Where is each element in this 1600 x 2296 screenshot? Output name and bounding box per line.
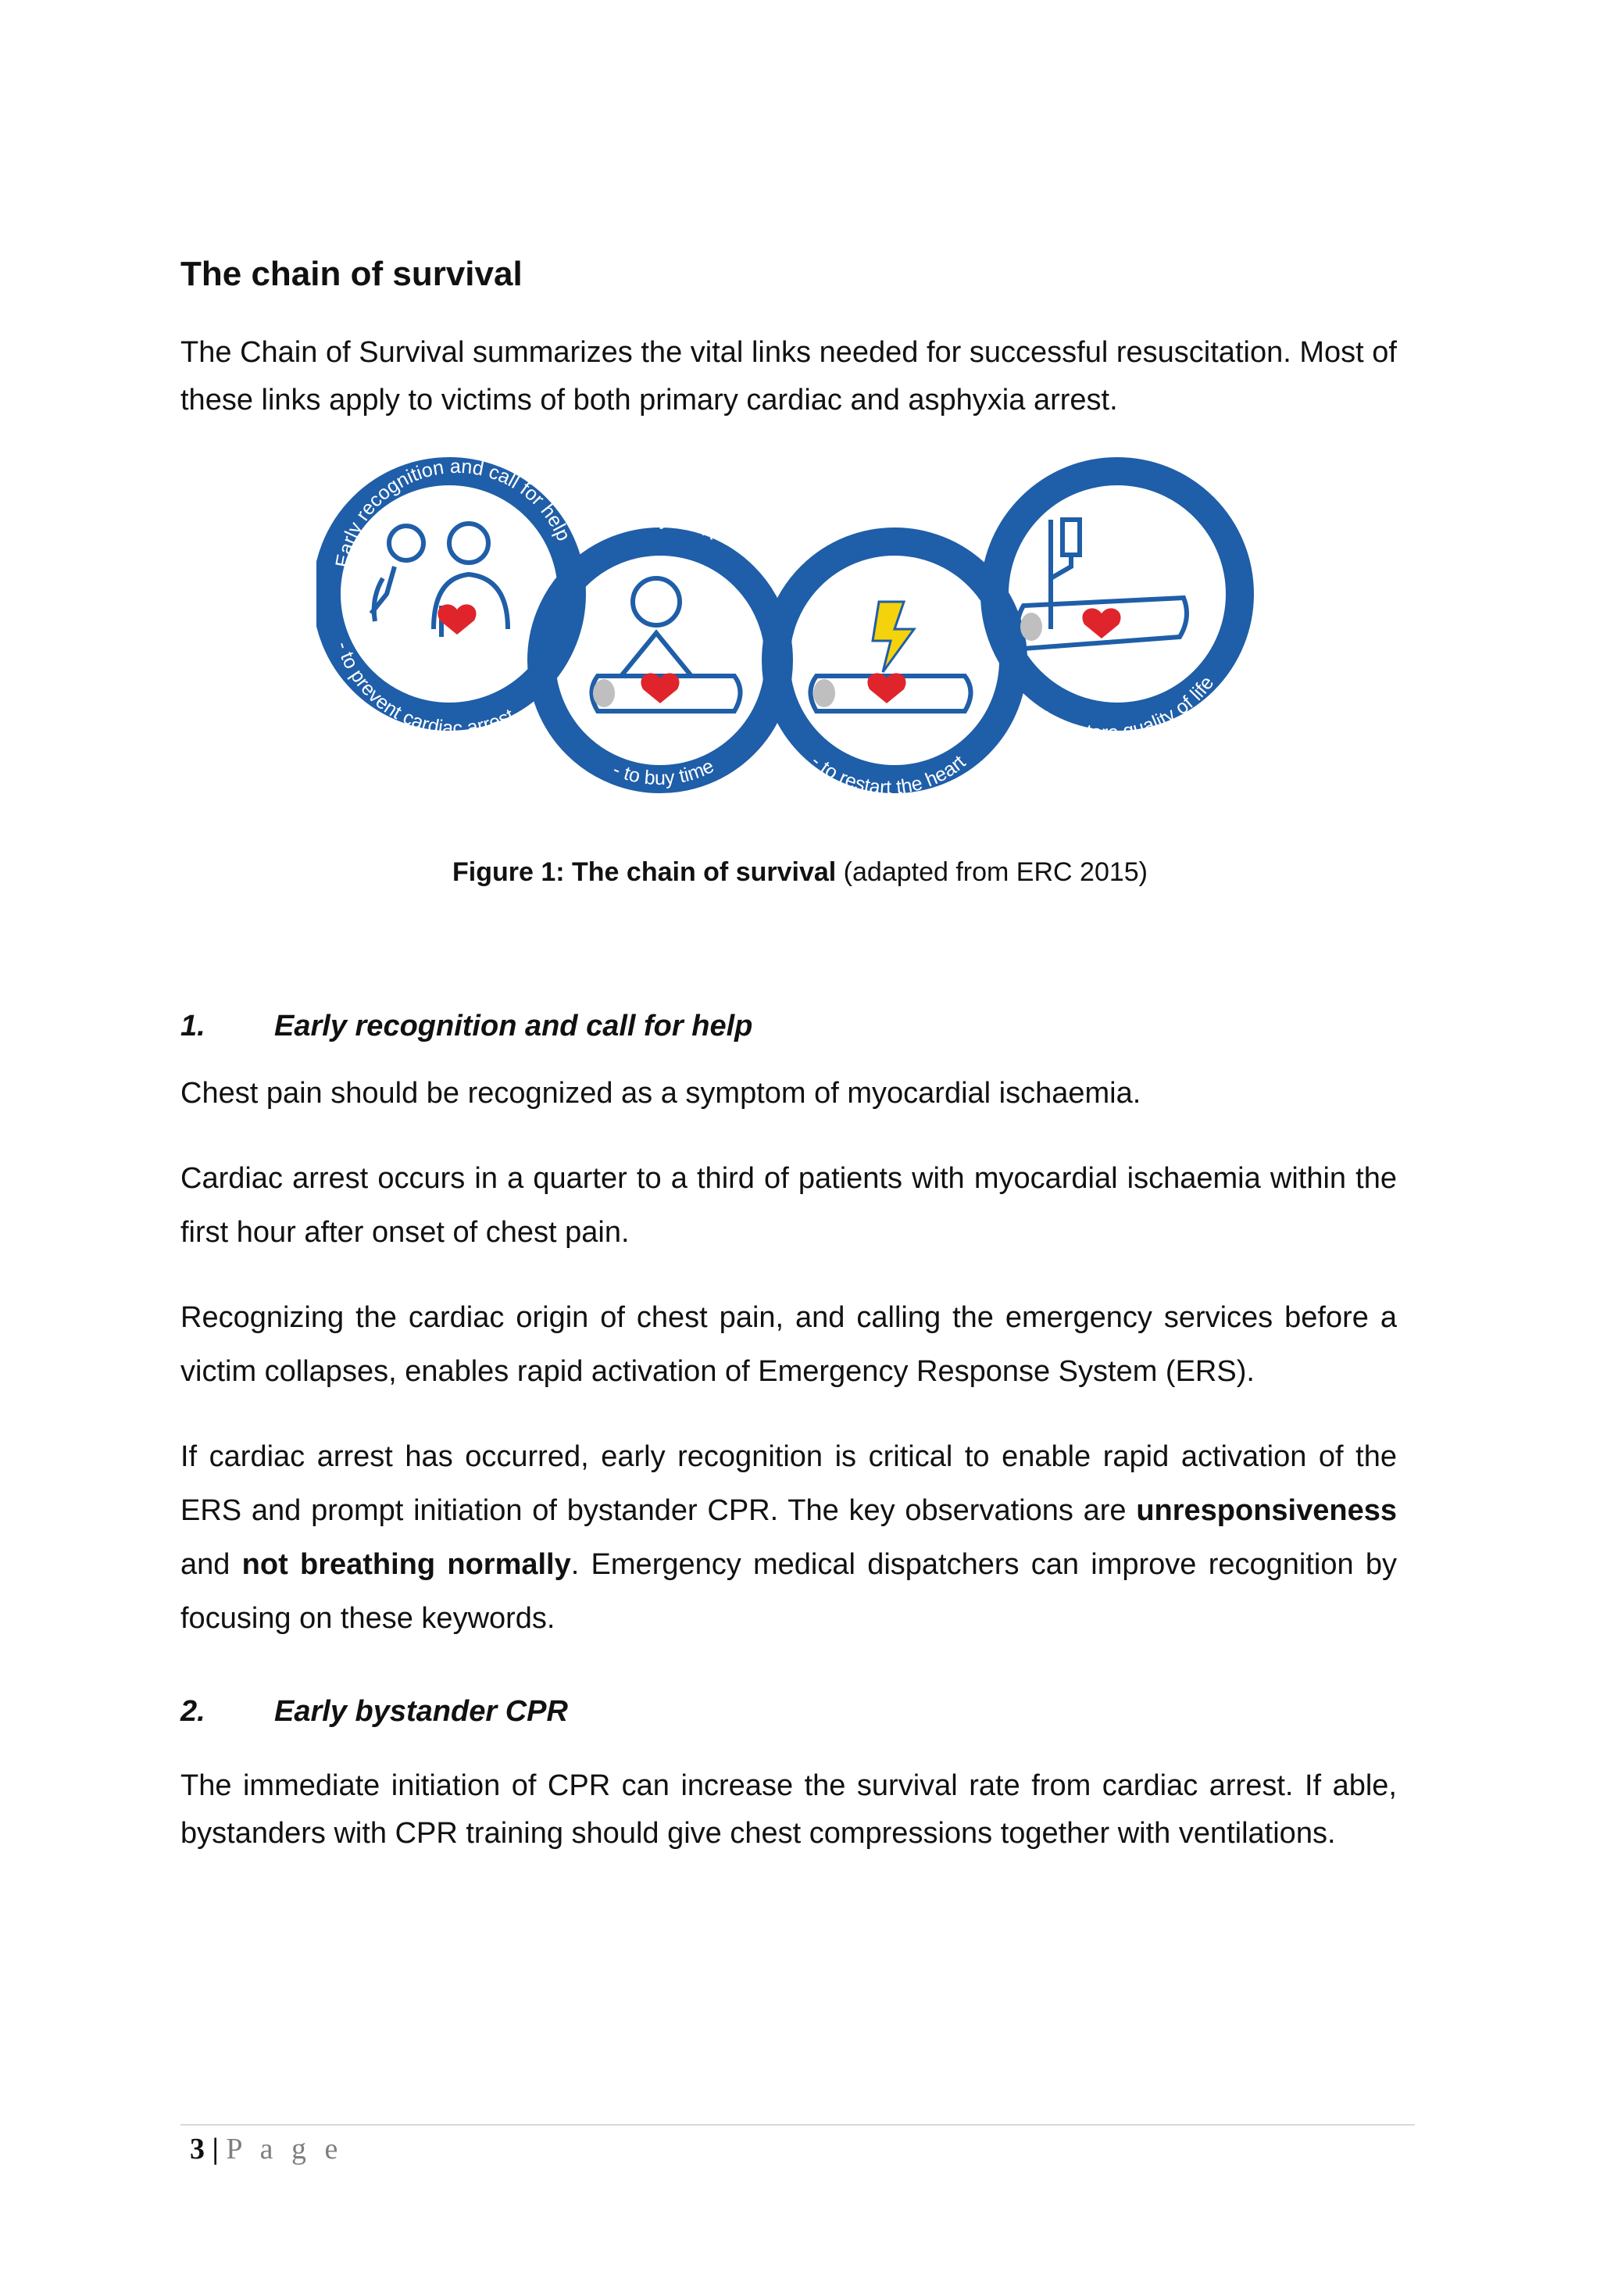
link2-bottom-label: - to buy time bbox=[609, 755, 718, 789]
patient-head-icon bbox=[1020, 613, 1042, 641]
link3-top-label: Early Defibrillation bbox=[802, 502, 969, 554]
section2-title: Early bystander CPR bbox=[274, 1695, 568, 1728]
section1-paragraph-4 bbox=[180, 1430, 1397, 1646]
section2-paragraph-1: The immediate initiation of CPR can increase the survival rate from cardiac arrest. If able, bystanders with CPR training should give chest compressions together with ventilations. bbox=[180, 1769, 1397, 1850]
link1-bottom-label: - to prevent cardiac arrest bbox=[331, 638, 518, 740]
page-word: P a g e bbox=[226, 2133, 344, 2165]
intro-paragraph: The Chain of Survival summarizes the vital links needed for successful resuscitation. Most of these links apply to victims of both primary cardiac and asphyxia arrest. bbox=[180, 336, 1397, 417]
p4-bold-not-breathing: not breathing normally bbox=[241, 1548, 571, 1581]
section2-number: 2. bbox=[180, 1695, 205, 1728]
chain-of-survival-figure bbox=[316, 442, 1258, 821]
p4-text-e: . Emergency medical dispatchers can improve recognition by focusing on these keywords. bbox=[180, 1548, 1397, 1635]
footer-separator: | bbox=[205, 2133, 227, 2165]
p4-text-a: If cardiac arrest has occurred, early recognition is critical to enable rapid activation of the ERS and prompt initiation of bystander CPR. The key observations are bbox=[180, 1440, 1397, 1527]
p4-bold-unresponsiveness: unresponsiveness bbox=[1136, 1494, 1397, 1527]
ring-3 bbox=[776, 542, 1013, 779]
chain-of-survival-graphic bbox=[316, 442, 1258, 821]
footer-divider bbox=[180, 2124, 1415, 2126]
section1-number: 1. bbox=[180, 1010, 205, 1042]
figure-caption bbox=[0, 853, 1600, 891]
patient-head-icon bbox=[593, 679, 615, 707]
section-title: The chain of survival bbox=[180, 255, 523, 293]
phone-person-icon bbox=[371, 524, 508, 637]
link4-top-label: Post resus n care bbox=[1000, 442, 1198, 502]
page-footer bbox=[190, 2127, 343, 2171]
link2-top-label: Early CPR bbox=[620, 507, 721, 545]
iv-drip-icon bbox=[1051, 520, 1080, 629]
section1-title: Early recognition and call for help bbox=[274, 1010, 753, 1042]
link3-bottom-label: - to restart the heart bbox=[806, 750, 970, 799]
caption-source: (adapted from ERC 2015) bbox=[836, 857, 1148, 887]
heart-icon bbox=[1082, 608, 1120, 638]
p4-text-c: and bbox=[180, 1548, 242, 1581]
section1-paragraph-1: Chest pain should be recognized as a symptom of myocardial ischaemia. bbox=[180, 1077, 1141, 1110]
section1-paragraph-3: Recognizing the cardiac origin of chest pain, and calling the emergency services before a victim collapses, enables rapid activation of Emergency Response System (ERS). bbox=[180, 1301, 1397, 1388]
section1-heading bbox=[180, 1004, 752, 1048]
page-number: 3 bbox=[190, 2133, 205, 2165]
link1-top-label: Early recognition and call for help bbox=[331, 455, 575, 570]
section1-paragraph-2: Cardiac arrest occurs in a quarter to a third of patients with myocardial ischaemia within the first hour after onset of chest pain. bbox=[180, 1162, 1397, 1249]
section2-heading bbox=[180, 1690, 568, 1733]
caption-title: Figure 1: The chain of survival bbox=[452, 857, 837, 887]
lightning-bolt-icon bbox=[873, 602, 914, 672]
link4-bottom-label: - to restore quality of life bbox=[1027, 672, 1219, 744]
patient-head-icon bbox=[813, 679, 835, 707]
